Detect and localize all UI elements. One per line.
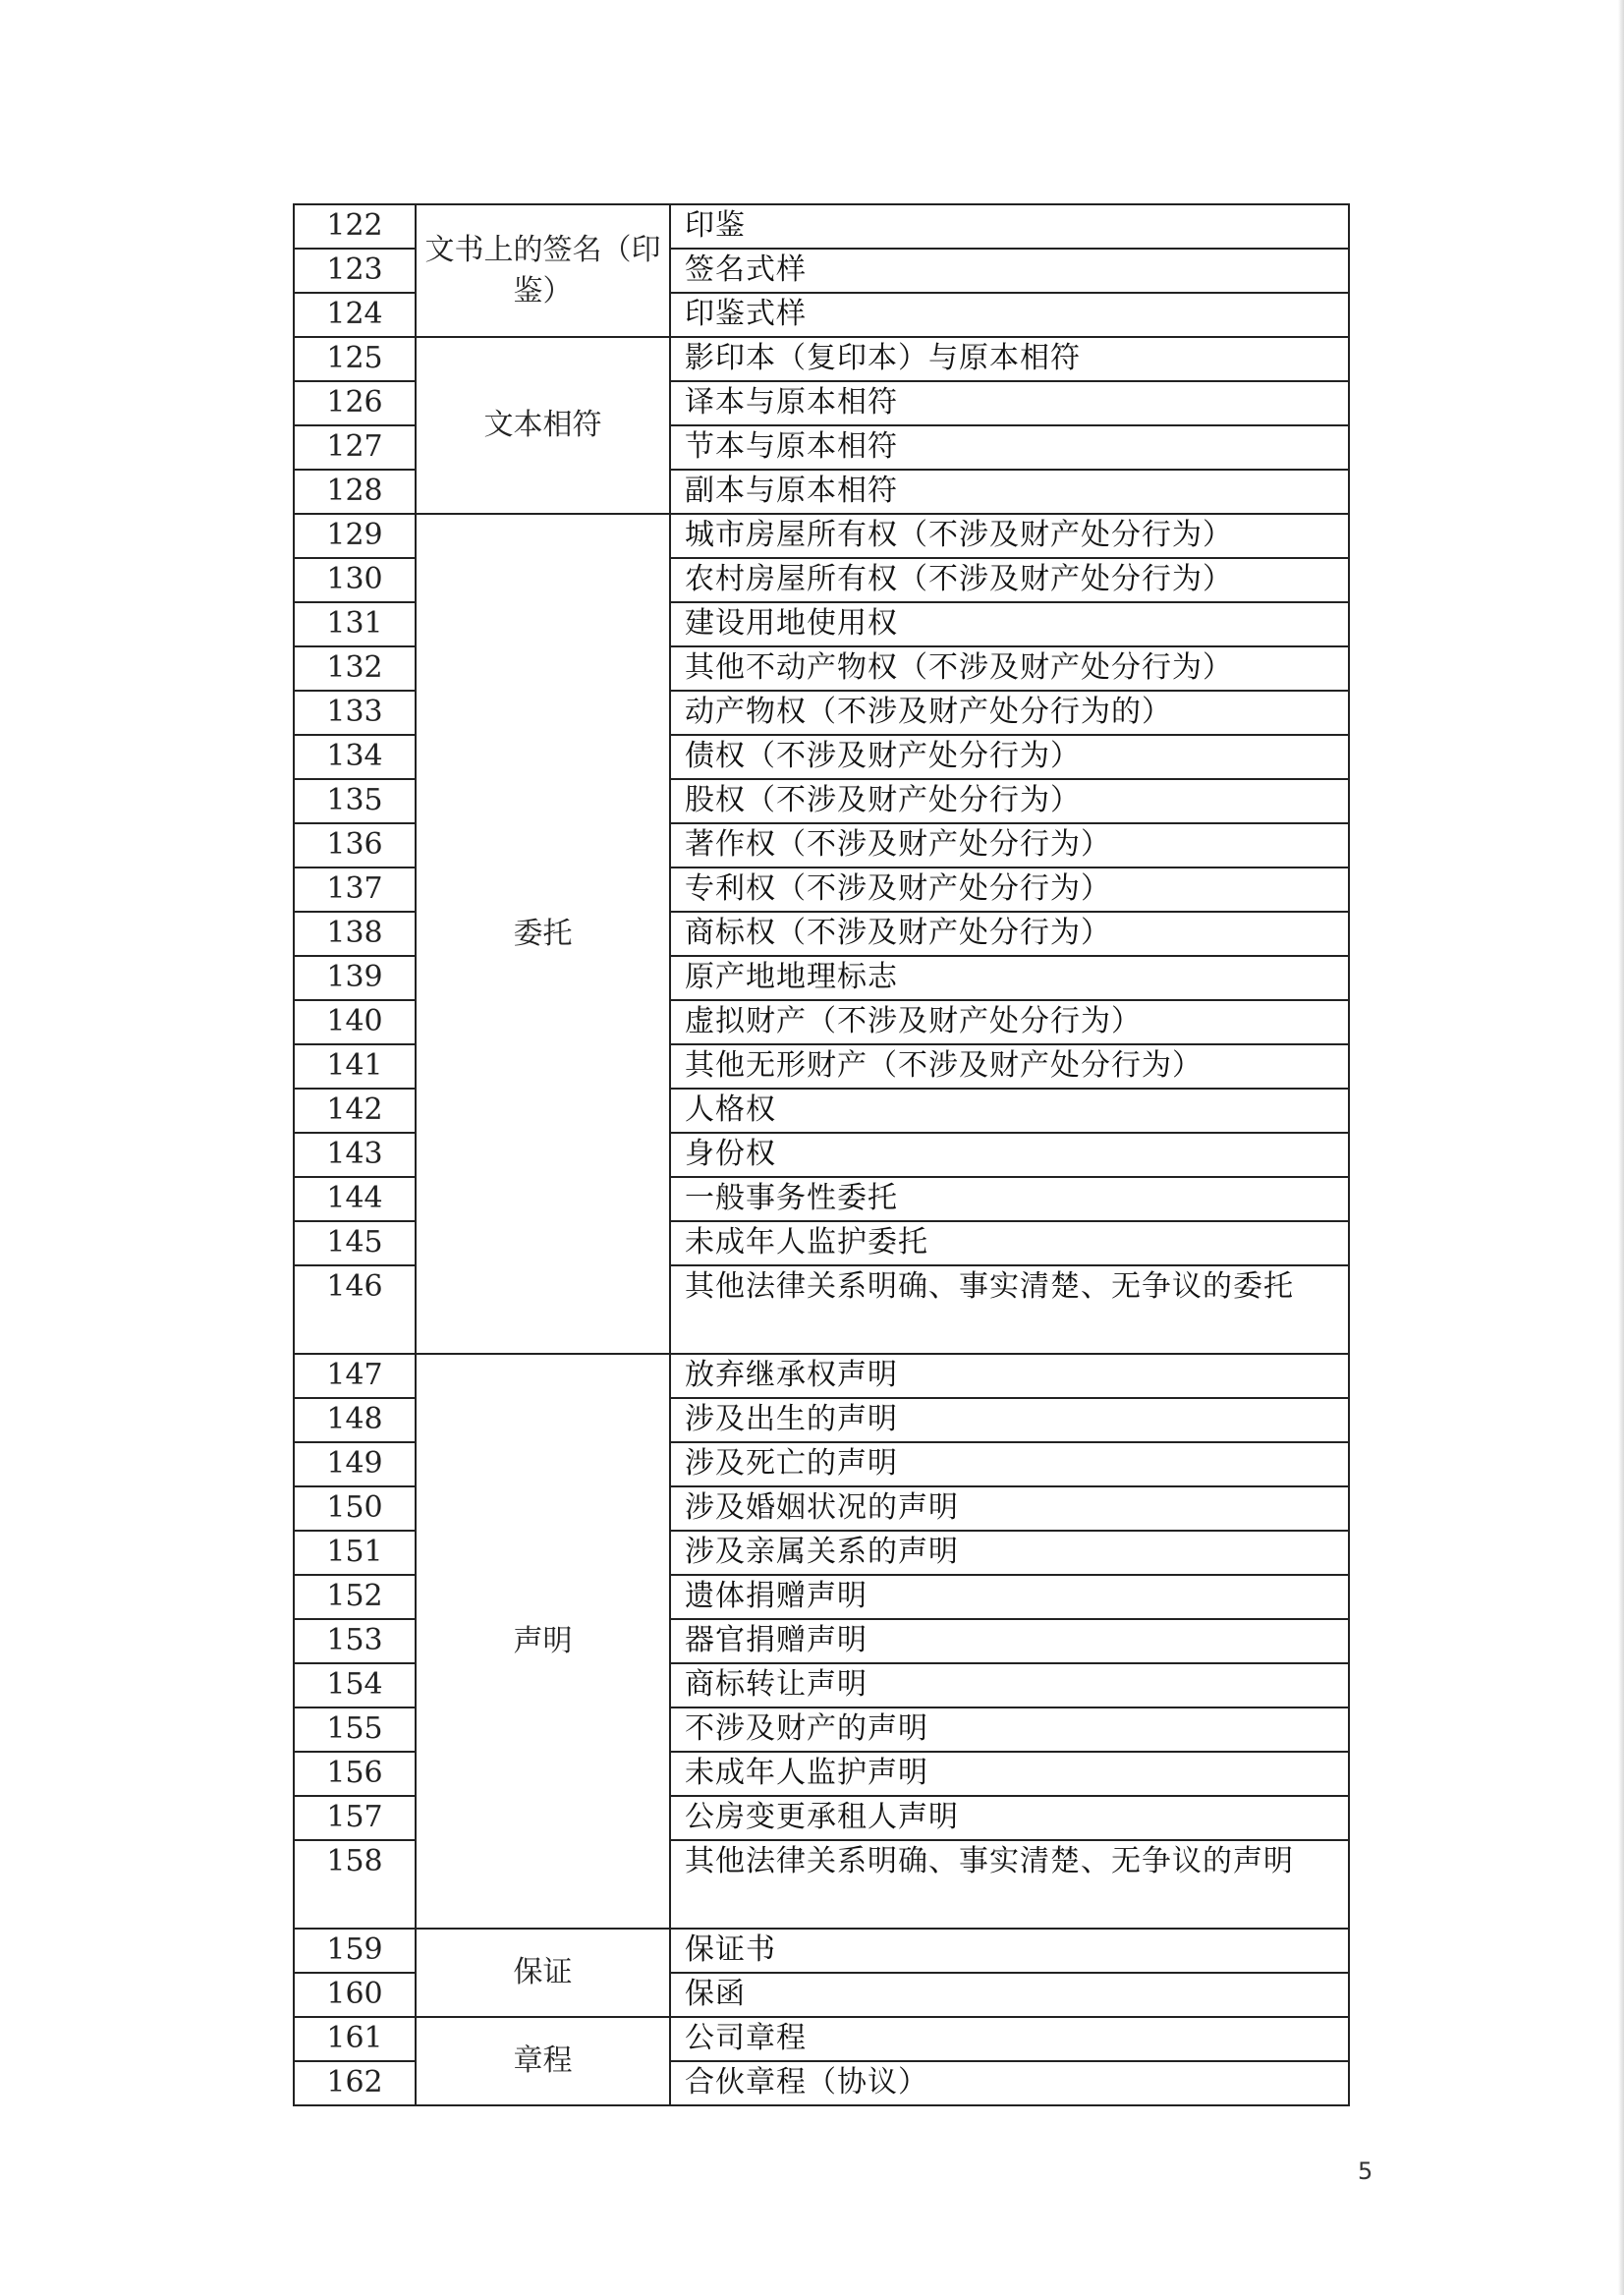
table-row xyxy=(294,514,1349,558)
table-row xyxy=(294,1929,1349,1973)
row-number: 148 xyxy=(294,1398,416,1442)
item-name: 专利权（不涉及财产处分行为） xyxy=(670,868,1349,912)
item-name: 印鉴式样 xyxy=(670,293,1349,337)
item-name: 节本与原本相符 xyxy=(670,425,1349,470)
item-name: 涉及亲属关系的声明 xyxy=(670,1531,1349,1575)
row-number: 158 xyxy=(294,1840,416,1929)
row-number: 152 xyxy=(294,1575,416,1619)
row-number: 126 xyxy=(294,381,416,425)
item-name: 印鉴 xyxy=(670,204,1349,249)
item-name: 商标转让声明 xyxy=(670,1663,1349,1707)
item-name: 其他法律关系明确、事实清楚、无争议的委托 xyxy=(670,1265,1349,1354)
item-name: 未成年人监护声明 xyxy=(670,1752,1349,1796)
row-number: 146 xyxy=(294,1265,416,1354)
row-number: 162 xyxy=(294,2061,416,2105)
table-row xyxy=(294,1354,1349,1398)
item-name: 器官捐赠声明 xyxy=(670,1619,1349,1663)
row-number: 130 xyxy=(294,558,416,602)
row-number: 140 xyxy=(294,1000,416,1044)
row-number: 143 xyxy=(294,1133,416,1177)
row-number: 122 xyxy=(294,204,416,249)
item-name: 农村房屋所有权（不涉及财产处分行为） xyxy=(670,558,1349,602)
item-name: 其他法律关系明确、事实清楚、无争议的声明 xyxy=(670,1840,1349,1929)
category-cell: 委托 xyxy=(416,514,670,1354)
item-name: 原产地地理标志 xyxy=(670,956,1349,1000)
row-number: 155 xyxy=(294,1707,416,1752)
row-number: 128 xyxy=(294,470,416,514)
category-cell: 声明 xyxy=(416,1354,670,1929)
row-number: 153 xyxy=(294,1619,416,1663)
scan-edge-shadow xyxy=(1618,0,1624,2295)
row-number: 139 xyxy=(294,956,416,1000)
row-number: 123 xyxy=(294,249,416,293)
item-name: 涉及婚姻状况的声明 xyxy=(670,1486,1349,1531)
row-number: 156 xyxy=(294,1752,416,1796)
item-name: 放弃继承权声明 xyxy=(670,1354,1349,1398)
item-name: 人格权 xyxy=(670,1089,1349,1133)
row-number: 125 xyxy=(294,337,416,381)
row-number: 149 xyxy=(294,1442,416,1486)
row-number: 157 xyxy=(294,1796,416,1840)
category-cell: 章程 xyxy=(416,2017,670,2105)
item-name: 译本与原本相符 xyxy=(670,381,1349,425)
row-number: 142 xyxy=(294,1089,416,1133)
item-name: 其他无形财产（不涉及财产处分行为） xyxy=(670,1044,1349,1089)
row-number: 144 xyxy=(294,1177,416,1221)
page-number: 5 xyxy=(1358,2157,1373,2185)
row-number: 124 xyxy=(294,293,416,337)
row-number: 159 xyxy=(294,1929,416,1973)
row-number: 132 xyxy=(294,646,416,691)
item-name: 不涉及财产的声明 xyxy=(670,1707,1349,1752)
row-number: 131 xyxy=(294,602,416,646)
notarization-items-table xyxy=(293,203,1350,2106)
item-name: 其他不动产物权（不涉及财产处分行为） xyxy=(670,646,1349,691)
category-cell: 文书上的签名（印鉴） xyxy=(416,204,670,337)
item-name: 虚拟财产（不涉及财产处分行为） xyxy=(670,1000,1349,1044)
item-name: 涉及死亡的声明 xyxy=(670,1442,1349,1486)
item-name: 公司章程 xyxy=(670,2017,1349,2061)
item-name: 商标权（不涉及财产处分行为） xyxy=(670,912,1349,956)
table-row xyxy=(294,337,1349,381)
category-cell: 文本相符 xyxy=(416,337,670,514)
item-name: 涉及出生的声明 xyxy=(670,1398,1349,1442)
row-number: 154 xyxy=(294,1663,416,1707)
row-number: 136 xyxy=(294,823,416,868)
row-number: 134 xyxy=(294,735,416,779)
row-number: 133 xyxy=(294,691,416,735)
item-name: 保证书 xyxy=(670,1929,1349,1973)
row-number: 127 xyxy=(294,425,416,470)
row-number: 147 xyxy=(294,1354,416,1398)
row-number: 129 xyxy=(294,514,416,558)
row-number: 137 xyxy=(294,868,416,912)
row-number: 160 xyxy=(294,1973,416,2017)
row-number: 151 xyxy=(294,1531,416,1575)
category-cell: 保证 xyxy=(416,1929,670,2017)
row-number: 141 xyxy=(294,1044,416,1089)
item-name: 城市房屋所有权（不涉及财产处分行为） xyxy=(670,514,1349,558)
item-name: 保函 xyxy=(670,1973,1349,2017)
item-name: 签名式样 xyxy=(670,249,1349,293)
item-name: 公房变更承租人声明 xyxy=(670,1796,1349,1840)
item-name: 遗体捐赠声明 xyxy=(670,1575,1349,1619)
item-name: 一般事务性委托 xyxy=(670,1177,1349,1221)
row-number: 135 xyxy=(294,779,416,823)
item-name: 建设用地使用权 xyxy=(670,602,1349,646)
row-number: 161 xyxy=(294,2017,416,2061)
item-name: 著作权（不涉及财产处分行为） xyxy=(670,823,1349,868)
item-name: 债权（不涉及财产处分行为） xyxy=(670,735,1349,779)
row-number: 138 xyxy=(294,912,416,956)
table-row xyxy=(294,204,1349,249)
item-name: 动产物权（不涉及财产处分行为的） xyxy=(670,691,1349,735)
item-name: 影印本（复印本）与原本相符 xyxy=(670,337,1349,381)
item-name: 合伙章程（协议） xyxy=(670,2061,1349,2105)
table-row xyxy=(294,2017,1349,2061)
item-name: 副本与原本相符 xyxy=(670,470,1349,514)
item-name: 未成年人监护委托 xyxy=(670,1221,1349,1265)
row-number: 145 xyxy=(294,1221,416,1265)
row-number: 150 xyxy=(294,1486,416,1531)
item-name: 股权（不涉及财产处分行为） xyxy=(670,779,1349,823)
item-name: 身份权 xyxy=(670,1133,1349,1177)
